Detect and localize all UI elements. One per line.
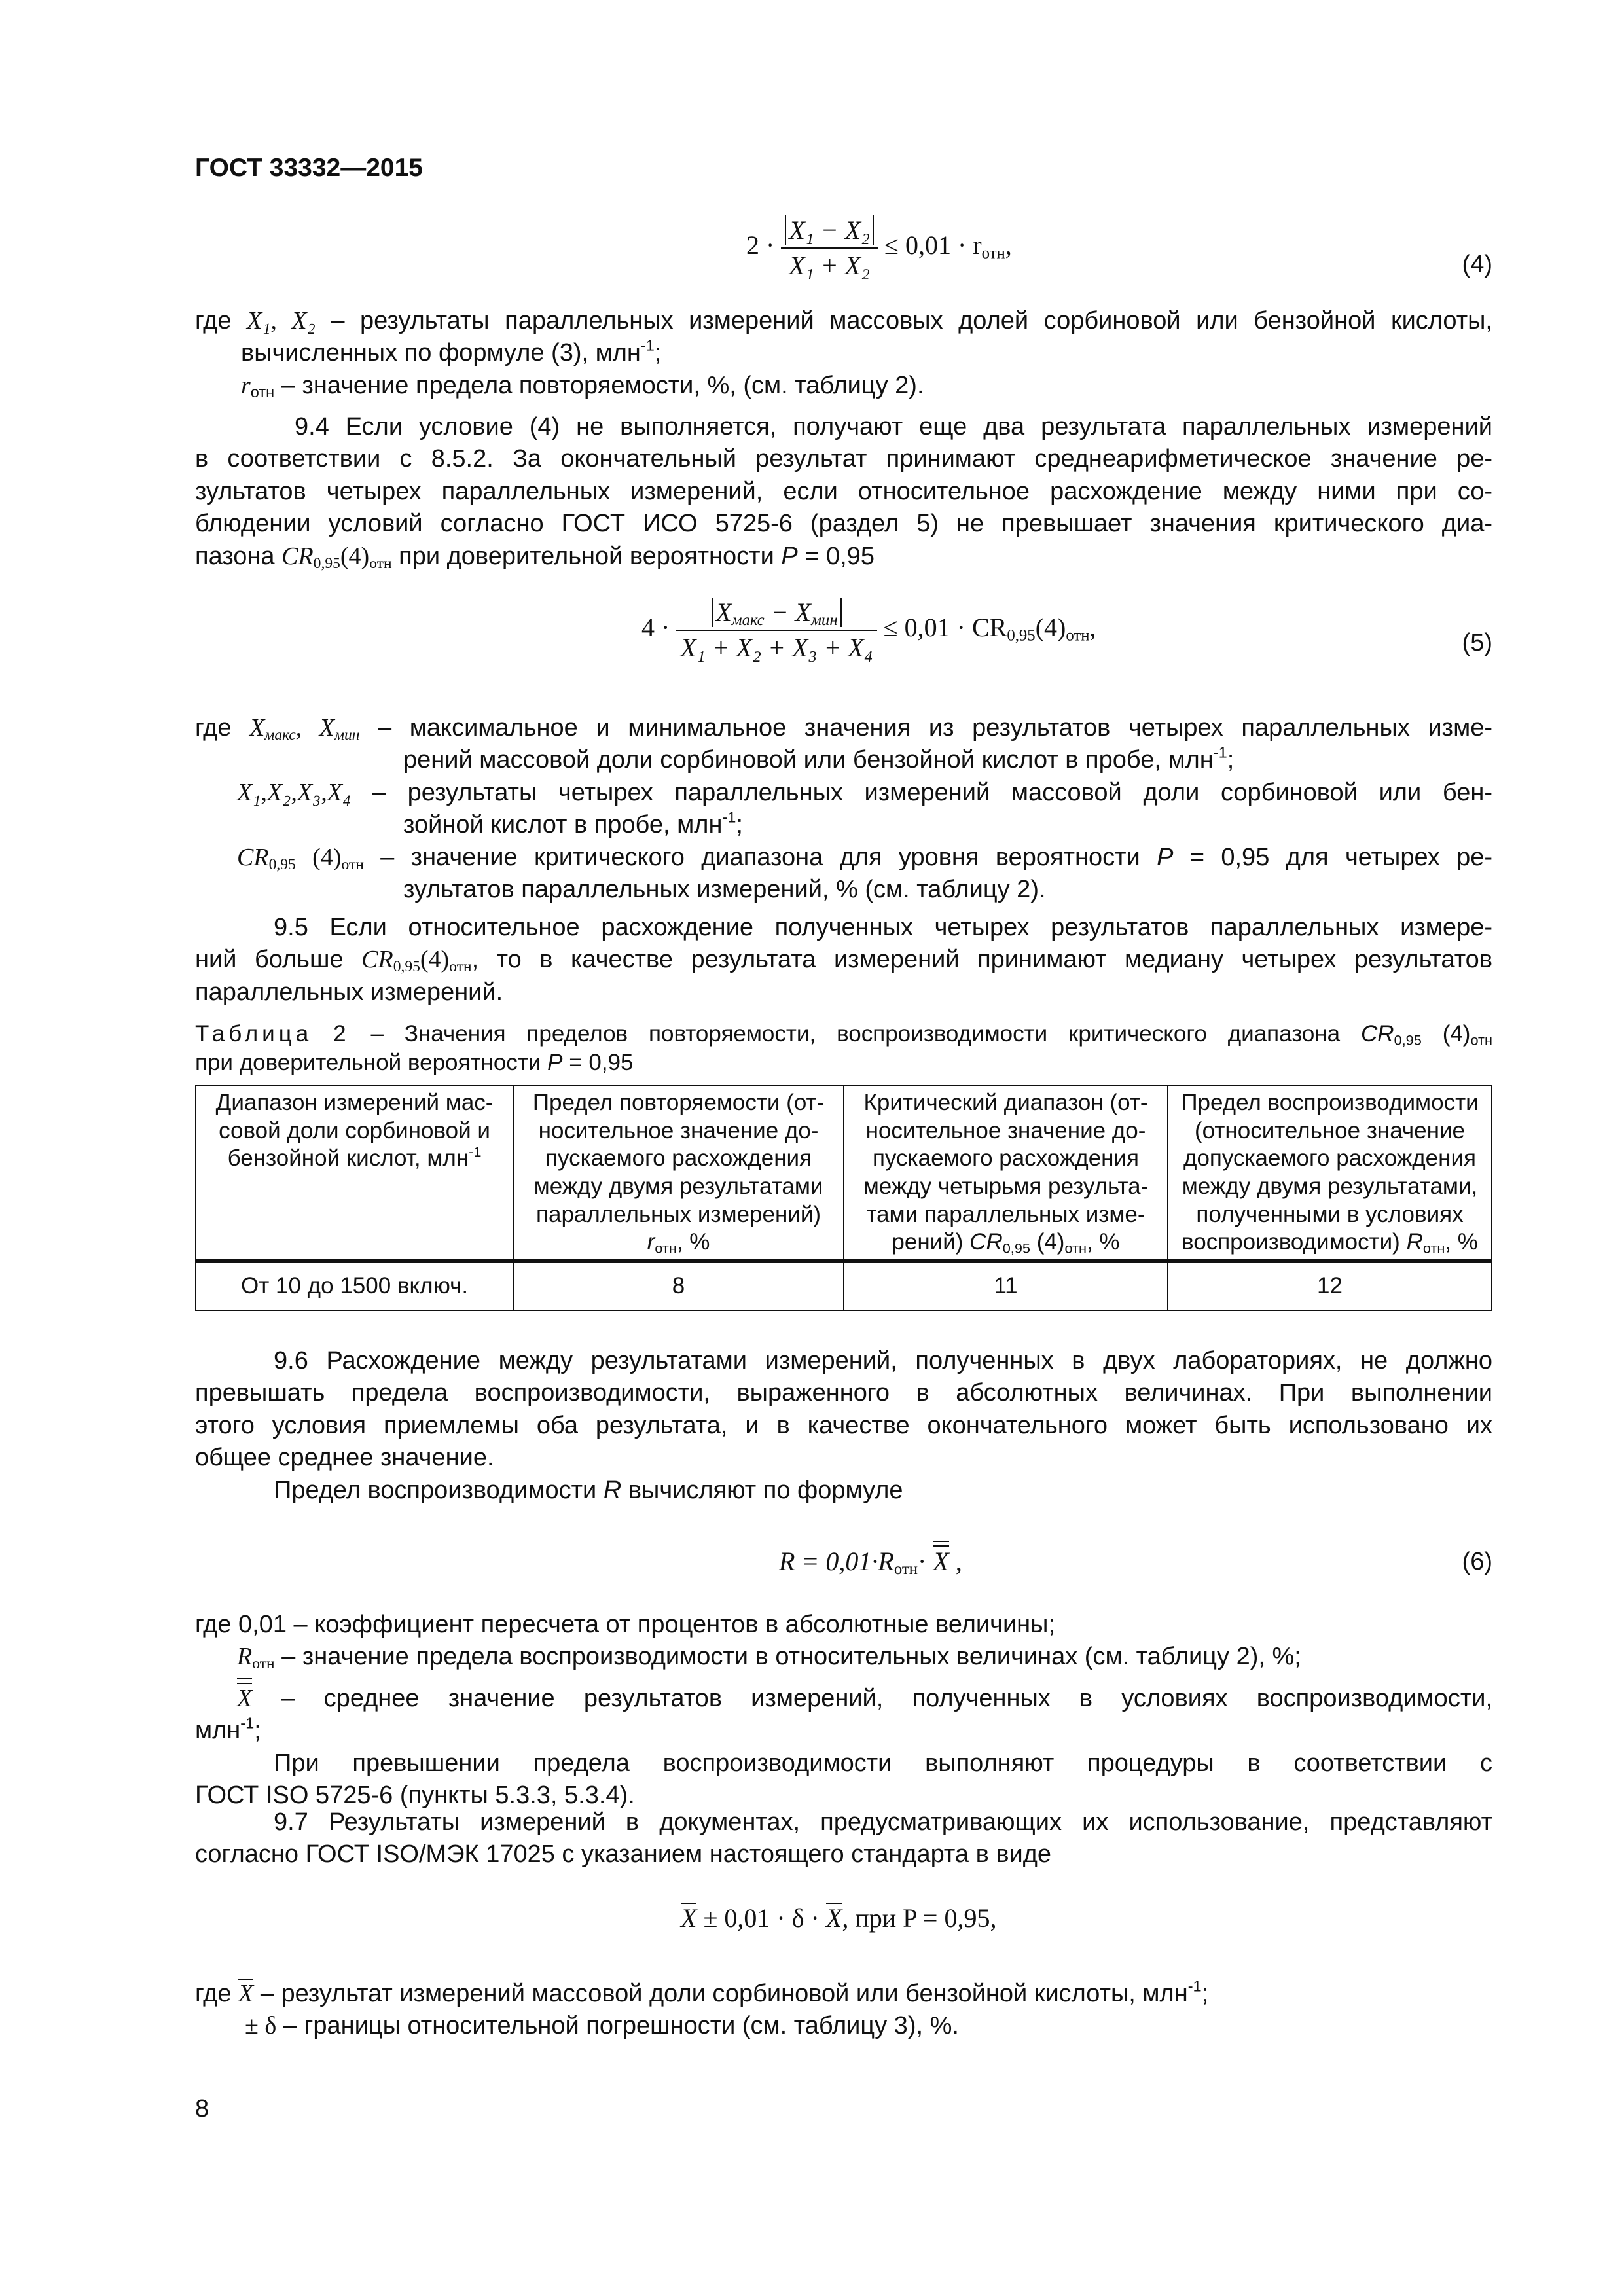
cell-repeatability: 8 xyxy=(513,1261,844,1311)
table-row xyxy=(196,1261,1492,1311)
cell-critical-range: 11 xyxy=(844,1261,1168,1311)
where-eq5: где $X_{макс}$, $X_{мин}$ – максимальное и минимальное значения из результатов четырех параллельных изме- рений массовой доли сорбиновой или бензойной кислот в пробе, млн$^{-1}$; X₁,X₂,X₃,X₄ – результаты четырех параллельных измерений массовой доли сорбиновой или бен- зойной кислот в пробе, млн$^{-1}$; $CR_{0,95}$ $(4)_{отн}$ – значение критического диапазона для уровня вероятности P = 0,95 для четырех ре- зультатов параллельных измерений, % (см. таблицу 2). xyxy=(195,714,1493,903)
cell-range: От 10 до 1500 включ. xyxy=(196,1261,513,1311)
equation-5: 4 · $\frac{X_{макс} - X_{мин}}{\text{X₁ + X₂ + X₃ + X₄}}$ ≤ $0,01 \cdot CR_{0,95}(4)_{отн}$, xyxy=(641,596,1096,665)
where-eq4: где X₁, X₂ – результаты параллельных измерений массовых долей сорбиновой или бензойной кислоты, вычисленных по формуле (3), млн$^{-1}$; $r_{отн}$ – значение предела повторяемости, %, (см. таблицу 2). xyxy=(195,307,1492,401)
paragraph-9-5: 9.5 Если относительное расхождение полученных четырех результатов параллельных измере- ний больше $CR_{0,95}(4)_{отн}$, то в качестве результата измерений принимают медиану четырех результатов параллельных измерений. xyxy=(195,914,1493,1006)
table-2-caption: Таблица 2 – Значения пределов повторяемости, воспроизводимости критического диапазона $CR_{0,95}$ $(4)_{отн}$ при доверительной вероятности P = 0,95 xyxy=(195,1021,1492,1075)
where-eq6: где 0,01 – коэффициент пересчета от процентов в абсолютные величины; $R_{отн}$ – значение предела воспроизводимости в относительных величинах (см. таблицу 2), %; X – среднее значение результатов измерений, полученных в условиях воспроизводимости, млн$^{-1}$; При превышении предела воспроизводимости выполняют процедуры в соответствии с ГОСТ ISO 5725-6 (пункты 5.3.3, 5.3.4). xyxy=(195,1611,1493,1809)
equation-6-number: (6) xyxy=(1462,1548,1492,1575)
equation-4-number: (4) xyxy=(1462,251,1492,278)
header-repeatability: Предел повторяемости (от- носительное значение до- пускаемого расхождения между двумя результатами параллельных измерений) $r_{отн}$, % xyxy=(513,1086,844,1261)
equation-6: $R = 0,01\cdot R_{отн}\cdot X$ , xyxy=(779,1547,962,1579)
header-reproducibility: Предел воспроизводимости (относительное значение допускаемого расхождения между двумя результатами, полученными в условиях воспроизводимости) $R_{отн}$, % xyxy=(1168,1086,1492,1261)
where-eq7: где X – результат измерений массовой доли сорбиновой или бензойной кислоты, млн$^{-1}$; ± δ – границы относительной погрешности (см. таблицу 3), %. xyxy=(195,1977,1209,2040)
table-header-row xyxy=(196,1086,1492,1261)
equation-7: X ± 0,01 · δ · X, при P = 0,95, xyxy=(681,1903,997,1933)
cell-reproducibility: 12 xyxy=(1168,1261,1492,1311)
table-2 xyxy=(195,1085,1492,1311)
document-header: ГОСТ 33332—2015 xyxy=(195,154,423,182)
paragraph-9-4: 9.4 Если условие (4) не выполняется, получают еще два результата параллельных измерений в соответствии с 8.5.2. За окончательный результат принимают среднеарифметическое значение ре- зультатов четырех параллельных измерений, если относительное расхождение между ними при со- блюдении условий согласно ГОСТ ИСО 5725-6 (раздел 5) не превышает значения критического диа- пазона $CR_{0,95}(4)_{отн}$ при доверительной вероятности P = 0,95 xyxy=(195,413,1492,572)
paragraph-9-6: 9.6 Расхождение между результатами измерений, полученных в двух лабораториях, не должно превышать предела воспроизводимости, выраженного в абсолютных величинах. При выполнении этого условия приемлемы оба результата, и в качестве окончательного может быть использовано их общее среднее значение. Предел воспроизводимости R вычисляют по формуле xyxy=(195,1347,1492,1504)
page-number: 8 xyxy=(195,2095,209,2123)
paragraph-9-7: 9.7 Результаты измерений в документах, предусматривающих их использование, представляют согласно ГОСТ ISO/МЭК 17025 с указанием настоящего стандарта в виде xyxy=(195,1808,1492,1869)
header-range: Диапазон измерений мас- совой доли сорбиновой и бензойной кислот, млн$^{-1}$ xyxy=(196,1086,513,1261)
header-critical-range: Критический диапазон (от- носительное значение до- пускаемого расхождения между четырьмя результа- тами параллельных изме- рений) $CR_{0,95}$ $(4)_{отн}$, % xyxy=(844,1086,1168,1261)
equation-5-number: (5) xyxy=(1462,629,1492,656)
equation-4: 2 · $\frac{\text{X₁ − X₂}}{\text{X₁ + X₂}}$ ≤ $0,01 \cdot r_{отн}$, xyxy=(746,213,1012,283)
